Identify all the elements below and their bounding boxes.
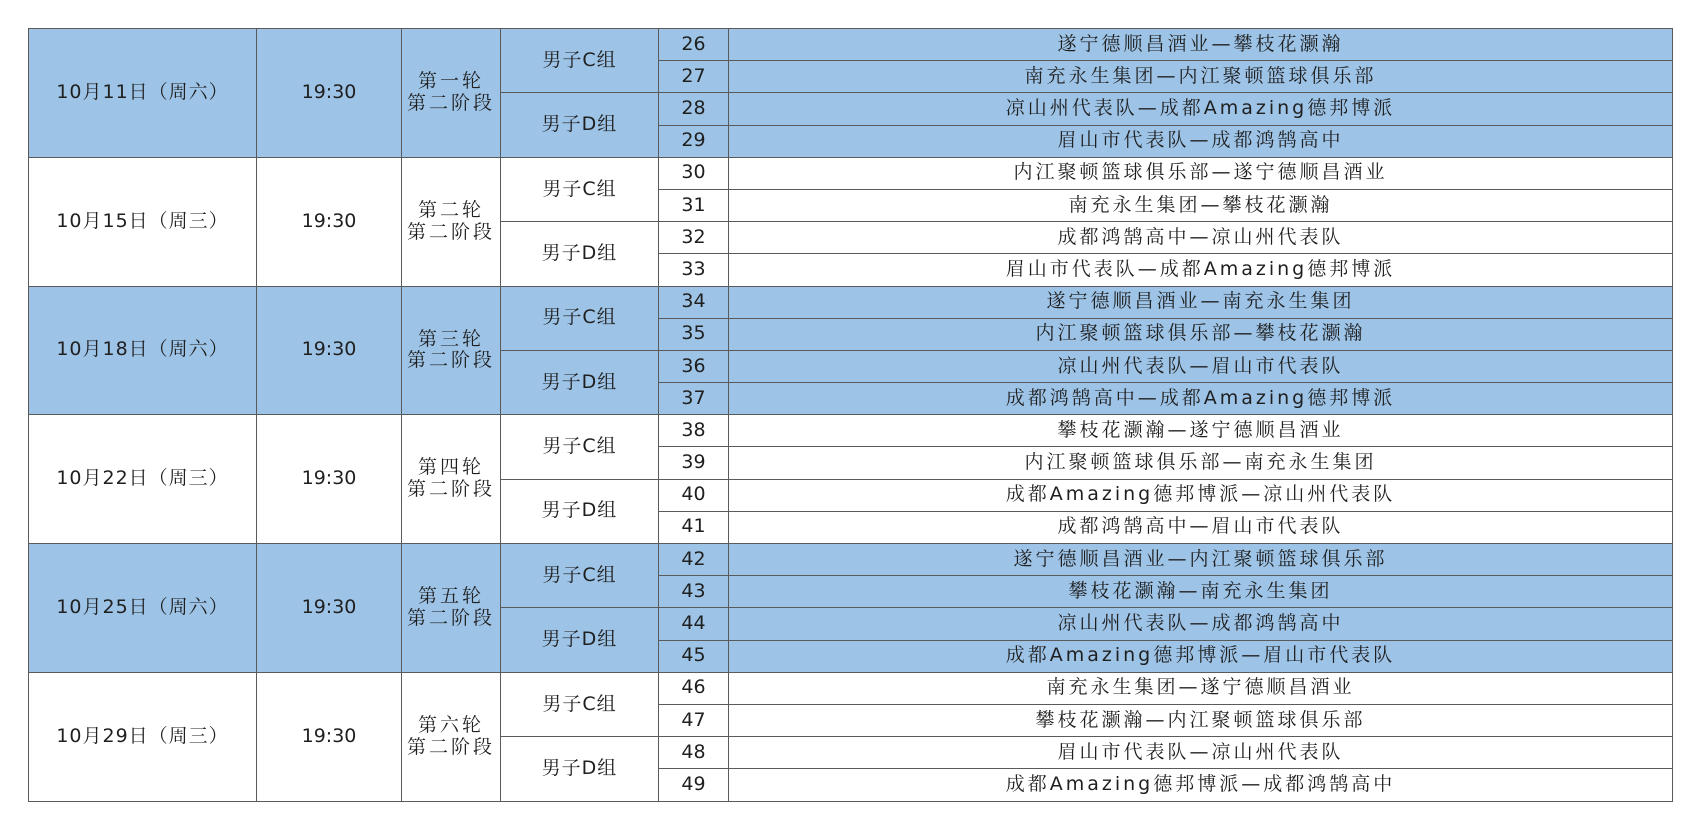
match-number: 32 bbox=[659, 222, 729, 254]
match-schedule-table bbox=[28, 28, 1673, 802]
stage-label: 第二阶段 bbox=[406, 349, 495, 372]
match-number: 41 bbox=[659, 511, 729, 543]
stage-label: 第二阶段 bbox=[406, 478, 495, 501]
match-time: 19:30 bbox=[257, 672, 402, 801]
group-label: 男子D组 bbox=[501, 479, 659, 543]
group-label: 男子C组 bbox=[501, 157, 659, 221]
group-label: 男子C组 bbox=[501, 29, 659, 93]
match-number: 47 bbox=[659, 704, 729, 736]
match-number: 31 bbox=[659, 189, 729, 221]
match-date: 10月22日（周三） bbox=[29, 415, 257, 544]
group-label: 男子D组 bbox=[501, 93, 659, 157]
match-row bbox=[29, 544, 1673, 576]
round-number: 第六轮 bbox=[417, 713, 484, 736]
round-number: 第二轮 bbox=[417, 198, 484, 221]
matchup: 成都鸿鹄高中—凉山州代表队 bbox=[729, 222, 1673, 254]
schedule-body bbox=[29, 29, 1673, 802]
match-number: 45 bbox=[659, 640, 729, 672]
match-number: 48 bbox=[659, 737, 729, 769]
match-number: 38 bbox=[659, 415, 729, 447]
match-number: 27 bbox=[659, 61, 729, 93]
matchup: 遂宁德顺昌酒业—南充永生集团 bbox=[729, 286, 1673, 318]
match-time: 19:30 bbox=[257, 415, 402, 544]
matchup: 凉山州代表队—眉山市代表队 bbox=[729, 350, 1673, 382]
match-number: 40 bbox=[659, 479, 729, 511]
matchup: 南充永生集团—遂宁德顺昌酒业 bbox=[729, 672, 1673, 704]
match-number: 49 bbox=[659, 769, 729, 801]
round-label bbox=[402, 29, 501, 158]
match-row bbox=[29, 157, 1673, 189]
match-number: 35 bbox=[659, 318, 729, 350]
match-number: 26 bbox=[659, 29, 729, 61]
match-row bbox=[29, 286, 1673, 318]
matchup: 凉山州代表队—成都鸿鹄高中 bbox=[729, 608, 1673, 640]
match-number: 42 bbox=[659, 544, 729, 576]
round-label bbox=[402, 672, 501, 801]
matchup: 成都鸿鹄高中—成都Amazing德邦博派 bbox=[729, 383, 1673, 415]
matchup: 成都鸿鹄高中—眉山市代表队 bbox=[729, 511, 1673, 543]
stage-label: 第二阶段 bbox=[406, 606, 495, 629]
matchup: 内江聚顿篮球俱乐部—南充永生集团 bbox=[729, 447, 1673, 479]
stage-label: 第二阶段 bbox=[406, 91, 495, 114]
match-number: 37 bbox=[659, 383, 729, 415]
match-number: 44 bbox=[659, 608, 729, 640]
matchup: 成都Amazing德邦博派—成都鸿鹄高中 bbox=[729, 769, 1673, 801]
matchup: 攀枝花灏瀚—南充永生集团 bbox=[729, 576, 1673, 608]
match-number: 36 bbox=[659, 350, 729, 382]
round-label bbox=[402, 415, 501, 544]
round-label bbox=[402, 157, 501, 286]
match-number: 43 bbox=[659, 576, 729, 608]
group-label: 男子C组 bbox=[501, 544, 659, 608]
matchup: 眉山市代表队—凉山州代表队 bbox=[729, 737, 1673, 769]
round-number: 第三轮 bbox=[417, 327, 484, 350]
stage-label: 第二阶段 bbox=[406, 220, 495, 243]
matchup: 眉山市代表队—成都鸿鹄高中 bbox=[729, 125, 1673, 157]
match-date: 10月15日（周三） bbox=[29, 157, 257, 286]
stage-label: 第二阶段 bbox=[406, 735, 495, 758]
matchup: 攀枝花灏瀚—内江聚顿篮球俱乐部 bbox=[729, 704, 1673, 736]
match-time: 19:30 bbox=[257, 29, 402, 158]
group-label: 男子C组 bbox=[501, 286, 659, 350]
match-date: 10月11日（周六） bbox=[29, 29, 257, 158]
round-label bbox=[402, 544, 501, 673]
match-number: 46 bbox=[659, 672, 729, 704]
match-time: 19:30 bbox=[257, 544, 402, 673]
group-label: 男子D组 bbox=[501, 222, 659, 286]
matchup: 成都Amazing德邦博派—眉山市代表队 bbox=[729, 640, 1673, 672]
match-number: 29 bbox=[659, 125, 729, 157]
matchup: 眉山市代表队—成都Amazing德邦博派 bbox=[729, 254, 1673, 286]
match-number: 34 bbox=[659, 286, 729, 318]
round-label bbox=[402, 286, 501, 415]
matchup: 成都Amazing德邦博派—凉山州代表队 bbox=[729, 479, 1673, 511]
group-label: 男子D组 bbox=[501, 737, 659, 801]
matchup: 凉山州代表队—成都Amazing德邦博派 bbox=[729, 93, 1673, 125]
match-row bbox=[29, 672, 1673, 704]
match-number: 39 bbox=[659, 447, 729, 479]
round-number: 第四轮 bbox=[417, 456, 484, 479]
match-row bbox=[29, 29, 1673, 61]
group-label: 男子C组 bbox=[501, 672, 659, 736]
group-label: 男子D组 bbox=[501, 608, 659, 672]
match-number: 33 bbox=[659, 254, 729, 286]
matchup: 内江聚顿篮球俱乐部—遂宁德顺昌酒业 bbox=[729, 157, 1673, 189]
matchup: 内江聚顿篮球俱乐部—攀枝花灏瀚 bbox=[729, 318, 1673, 350]
matchup: 遂宁德顺昌酒业—内江聚顿篮球俱乐部 bbox=[729, 544, 1673, 576]
round-number: 第一轮 bbox=[417, 70, 484, 93]
group-label: 男子C组 bbox=[501, 415, 659, 479]
matchup: 南充永生集团—内江聚顿篮球俱乐部 bbox=[729, 61, 1673, 93]
match-number: 28 bbox=[659, 93, 729, 125]
match-date: 10月18日（周六） bbox=[29, 286, 257, 415]
match-date: 10月25日（周六） bbox=[29, 544, 257, 673]
match-number: 30 bbox=[659, 157, 729, 189]
matchup: 遂宁德顺昌酒业—攀枝花灏瀚 bbox=[729, 29, 1673, 61]
match-time: 19:30 bbox=[257, 286, 402, 415]
round-number: 第五轮 bbox=[417, 585, 484, 608]
match-row bbox=[29, 415, 1673, 447]
match-time: 19:30 bbox=[257, 157, 402, 286]
matchup: 攀枝花灏瀚—遂宁德顺昌酒业 bbox=[729, 415, 1673, 447]
matchup: 南充永生集团—攀枝花灏瀚 bbox=[729, 189, 1673, 221]
match-date: 10月29日（周三） bbox=[29, 672, 257, 801]
group-label: 男子D组 bbox=[501, 350, 659, 414]
